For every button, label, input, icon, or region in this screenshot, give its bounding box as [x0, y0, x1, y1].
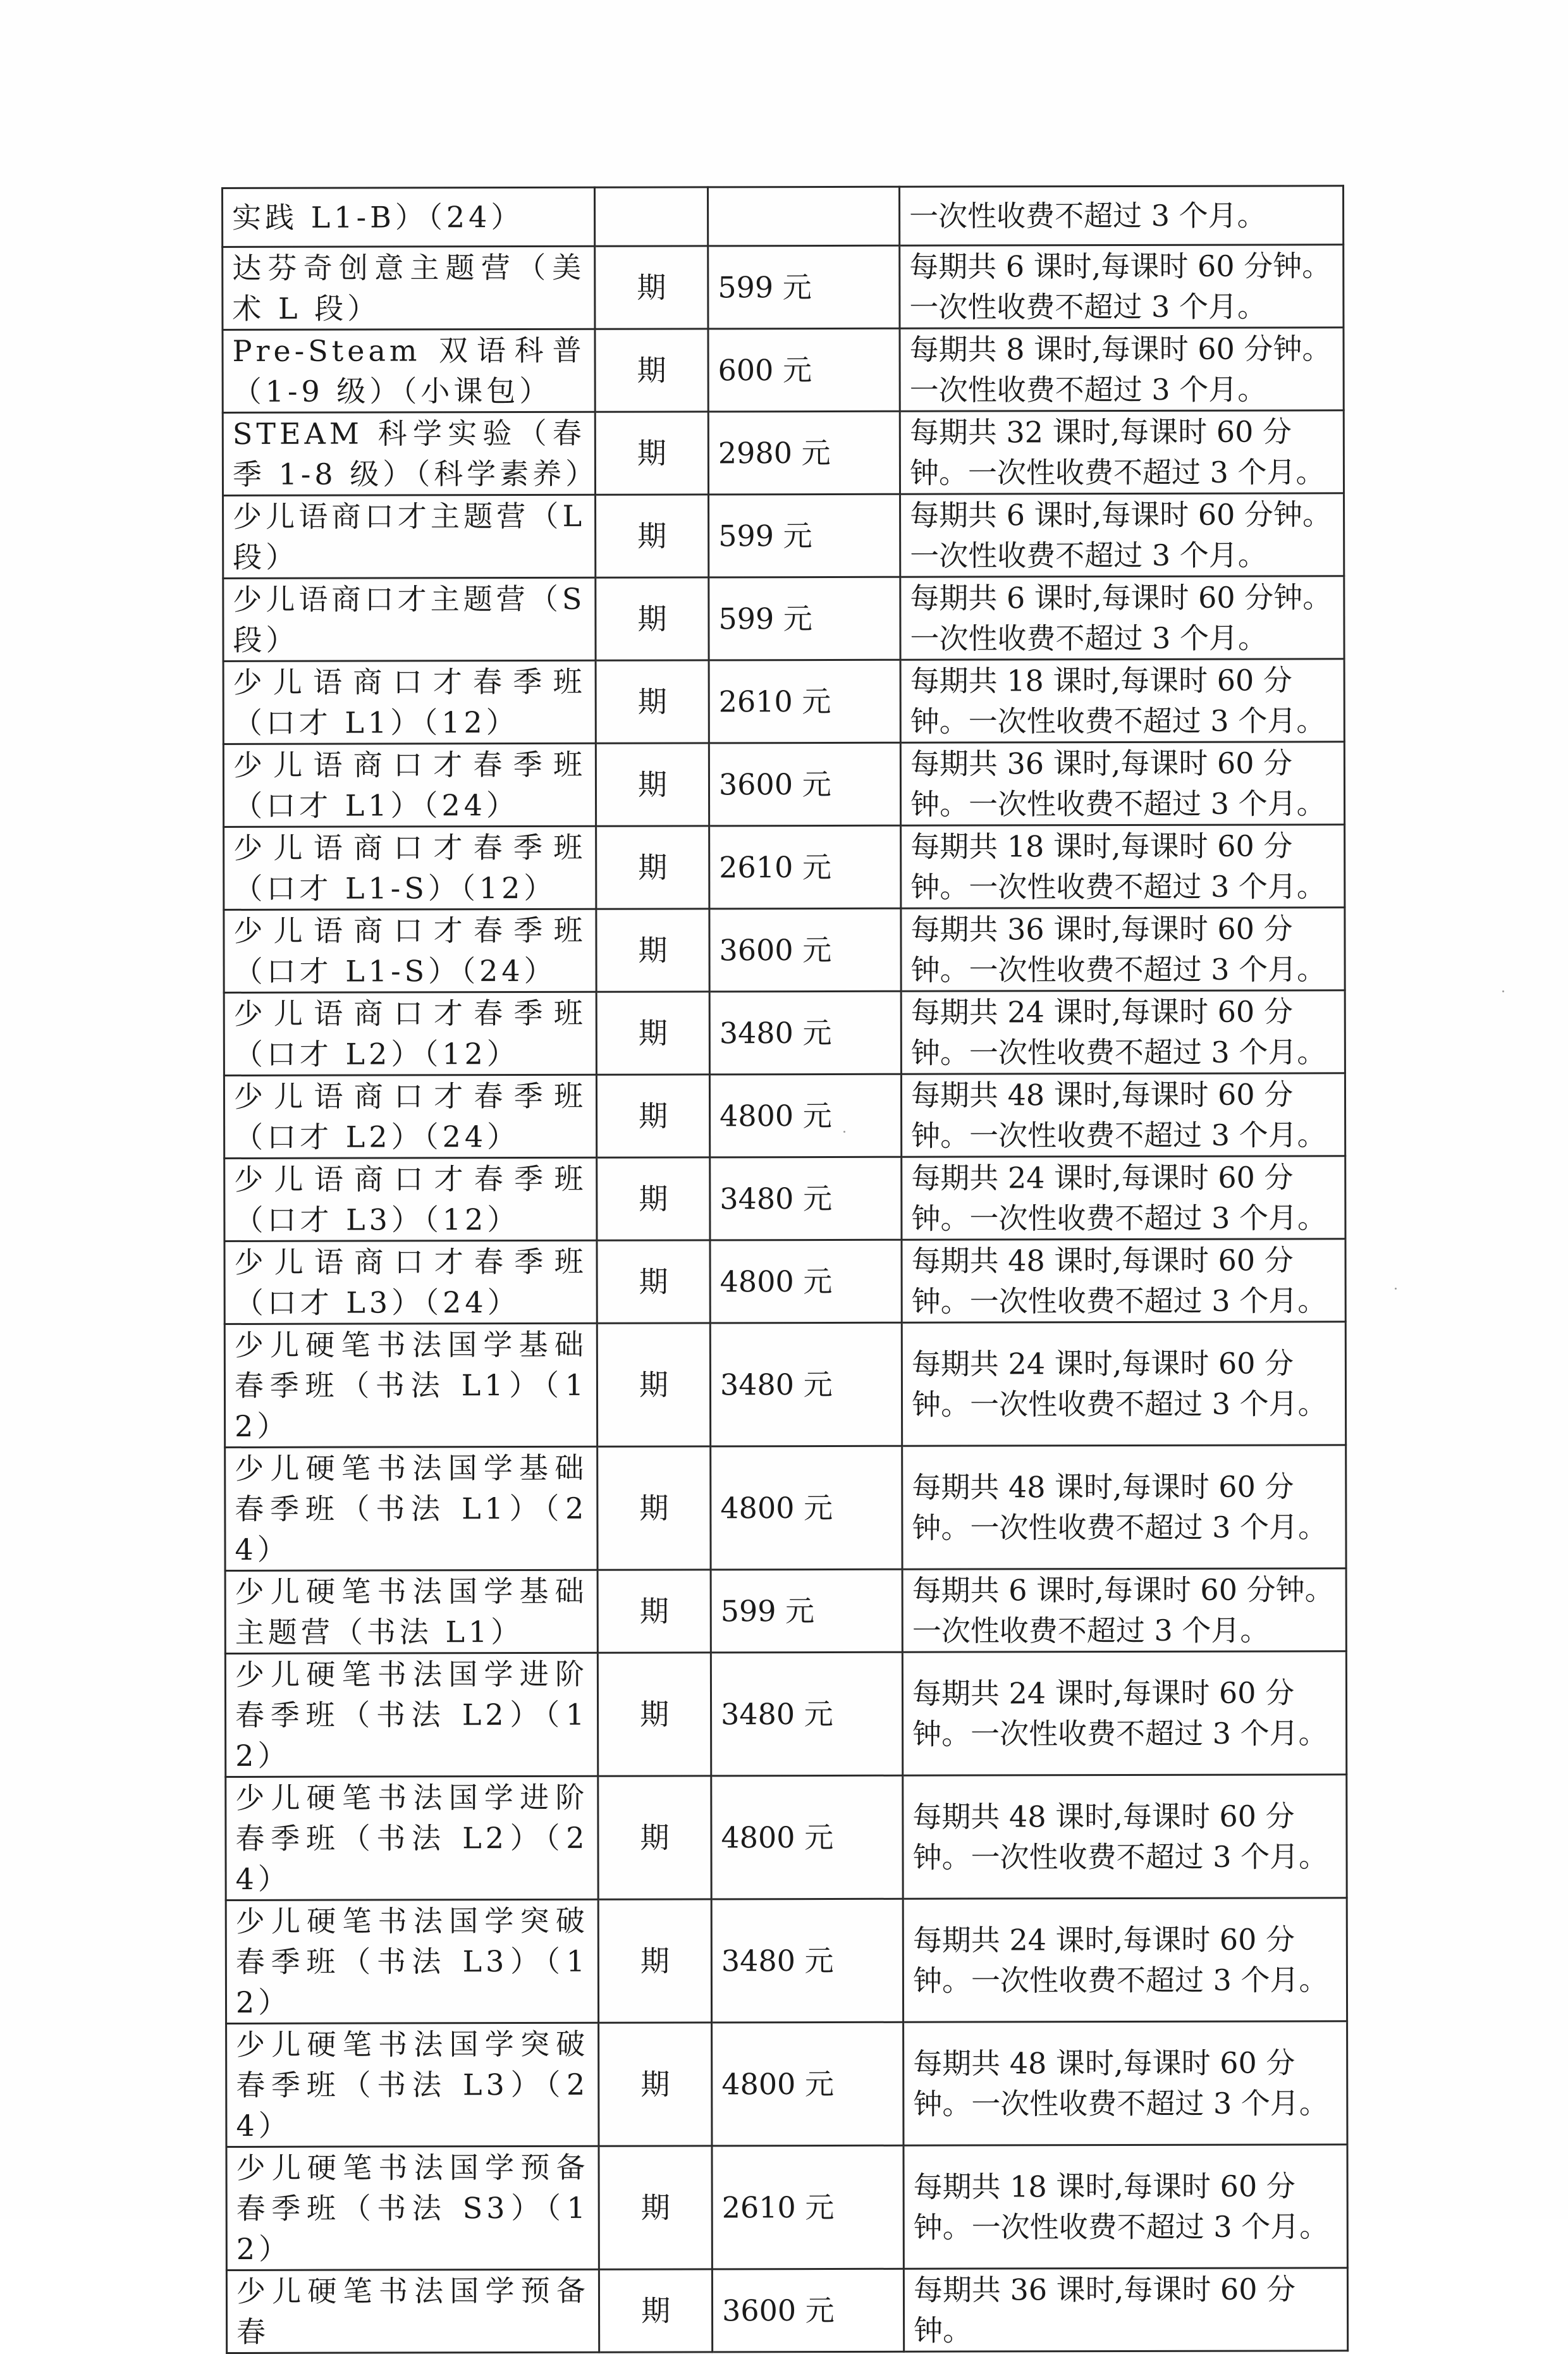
price-cell: 4800 元 — [712, 2022, 903, 2146]
course-name-cell: 少儿语商口才春季班（口才 L1）（24） — [223, 743, 596, 827]
unit-cell: 期 — [597, 1570, 711, 1653]
note-cell: 每期共 24 课时,每课时 60 分钟。一次性收费不超过 3 个月。 — [902, 1156, 1345, 1240]
fee-table-body — [223, 186, 1348, 2353]
unit-cell: 期 — [597, 1240, 710, 1323]
unit-cell: 期 — [596, 909, 709, 992]
unit-cell: 期 — [596, 992, 709, 1075]
table-row — [224, 1239, 1345, 1324]
table-row — [223, 245, 1344, 330]
note-cell: 一次性收费不超过 3 个月。 — [900, 186, 1344, 245]
unit-cell: 期 — [596, 495, 709, 577]
price-cell: 3600 元 — [709, 908, 901, 992]
note-cell: 每期共 36 课时,每课时 60 分钟。一次性收费不超过 3 个月。 — [901, 908, 1345, 991]
table-row — [224, 1073, 1345, 1159]
note-cell: 每期共 32 课时,每课时 60 分钟。一次性收费不超过 3 个月。 — [900, 410, 1344, 494]
note-cell: 每期共 6 课时,每课时 60 分钟。一次性收费不超过 3 个月。 — [900, 576, 1344, 660]
course-name-cell: 少儿语商口才春季班（口才 L3）（24） — [224, 1240, 597, 1324]
price-cell: 3480 元 — [711, 1899, 903, 2023]
price-cell: 3600 元 — [709, 743, 900, 826]
price-cell: 599 元 — [711, 1569, 902, 1653]
price-cell: 4800 元 — [711, 1446, 902, 1570]
table-row — [224, 908, 1345, 993]
course-name-cell: 少儿语商口才春季班（口才 L1-S）（24） — [224, 909, 596, 992]
table-row — [225, 1568, 1346, 1654]
unit-cell: 期 — [595, 412, 708, 495]
unit-cell: 期 — [597, 1653, 711, 1776]
unit-cell: 期 — [597, 1446, 711, 1570]
unit-cell: 期 — [597, 1323, 710, 1446]
table-row — [224, 825, 1345, 910]
unit-cell: 期 — [596, 1075, 709, 1157]
price-cell: 3480 元 — [709, 991, 901, 1075]
unit-cell: 期 — [596, 577, 709, 660]
course-name-cell: 少儿硬笔书法国学基础主题营（书法 L1） — [225, 1570, 597, 1653]
note-cell: 每期共 24 课时,每课时 60 分钟。一次性收费不超过 3 个月。 — [903, 1898, 1347, 2022]
scan-speck — [1395, 1288, 1397, 1290]
price-cell: 3600 元 — [712, 2269, 903, 2352]
scan-speck — [1502, 990, 1504, 992]
course-name-cell: STEAM 科学实验（春季 1-8 级）（科学素养） — [223, 412, 595, 495]
course-name-cell: 少儿语商口才春季班（口才 L1-S）（12） — [224, 826, 596, 909]
table-row — [226, 1898, 1347, 2024]
price-cell: 4800 元 — [710, 1240, 902, 1323]
note-cell: 每期共 48 课时,每课时 60 分钟。一次性收费不超过 3 个月。 — [902, 1239, 1345, 1322]
scan-speck — [843, 1131, 845, 1133]
table-row — [223, 493, 1344, 579]
price-cell — [708, 187, 900, 246]
price-cell: 3480 元 — [710, 1322, 902, 1446]
note-cell: 每期共 18 课时,每课时 60 分钟。一次性收费不超过 3 个月。 — [903, 2145, 1347, 2269]
course-name-cell: 少儿语商口才春季班（口才 L2）（12） — [224, 992, 596, 1075]
course-name-cell: 少儿语商口才主题营（S 段） — [223, 577, 596, 661]
note-cell: 每期共 6 课时,每课时 60 分钟。一次性收费不超过 3 个月。 — [900, 245, 1344, 328]
course-name-cell: 少儿硬笔书法国学进阶春季班（书法 L2）（24） — [226, 1776, 598, 1900]
price-cell: 2980 元 — [708, 411, 900, 495]
table-row — [224, 1156, 1345, 1242]
price-cell: 600 元 — [708, 328, 900, 412]
unit-cell: 期 — [599, 2023, 712, 2146]
note-cell: 每期共 48 课时,每课时 60 分钟。一次性收费不超过 3 个月。 — [901, 1073, 1345, 1157]
note-cell: 每期共 36 课时,每课时 60 分钟。 — [903, 2268, 1347, 2351]
price-cell: 599 元 — [708, 245, 900, 329]
unit-cell: 期 — [597, 1157, 710, 1240]
fee-table — [221, 185, 1349, 2354]
unit-cell: 期 — [596, 743, 709, 826]
price-cell: 3480 元 — [710, 1157, 902, 1240]
note-cell: 每期共 18 课时,每课时 60 分钟。一次性收费不超过 3 个月。 — [900, 659, 1344, 743]
course-name-cell: 少儿语商口才春季班（口才 L3）（12） — [224, 1157, 597, 1241]
note-cell: 每期共 48 课时,每课时 60 分钟。一次性收费不超过 3 个月。 — [902, 1445, 1346, 1569]
unit-cell: 期 — [596, 826, 709, 909]
unit-cell: 期 — [595, 246, 708, 329]
note-cell: 每期共 24 课时,每课时 60 分钟。一次性收费不超过 3 个月。 — [901, 990, 1345, 1074]
unit-cell — [595, 187, 708, 246]
price-cell: 2610 元 — [712, 2145, 903, 2269]
unit-cell: 期 — [598, 1899, 711, 2023]
course-name-cell: 实践 L1-B）（24） — [223, 187, 595, 247]
table-row — [223, 328, 1344, 413]
price-cell: 2610 元 — [709, 825, 901, 909]
table-row — [224, 1322, 1345, 1448]
note-cell: 每期共 18 课时,每课时 60 分钟。一次性收费不超过 3 个月。 — [901, 825, 1345, 908]
table-row — [226, 2268, 1347, 2353]
note-cell: 每期共 6 课时,每课时 60 分钟。一次性收费不超过 3 个月。 — [900, 493, 1344, 577]
note-cell: 每期共 24 课时,每课时 60 分钟。一次性收费不超过 3 个月。 — [902, 1651, 1346, 1775]
course-name-cell: 少儿硬笔书法国学进阶春季班（书法 L2）（12） — [225, 1653, 597, 1777]
price-cell: 599 元 — [709, 494, 900, 577]
table-row — [226, 2145, 1347, 2271]
price-cell: 4800 元 — [711, 1775, 903, 1899]
unit-cell: 期 — [599, 2146, 712, 2269]
unit-cell: 期 — [596, 660, 709, 743]
course-name-cell: 少儿语商口才春季班（口才 L1）（12） — [223, 660, 596, 744]
table-row — [223, 659, 1344, 744]
course-name-cell: 少儿语商口才主题营（L 段） — [223, 495, 596, 578]
note-cell: 每期共 8 课时,每课时 60 分钟。一次性收费不超过 3 个月。 — [900, 328, 1344, 411]
note-cell: 每期共 48 课时,每课时 60 分钟。一次性收费不超过 3 个月。 — [903, 2021, 1347, 2145]
note-cell: 每期共 24 课时,每课时 60 分钟。一次性收费不超过 3 个月。 — [902, 1322, 1345, 1446]
unit-cell: 期 — [595, 329, 708, 412]
table-row — [223, 742, 1344, 827]
note-cell: 每期共 6 课时,每课时 60 分钟。一次性收费不超过 3 个月。 — [902, 1568, 1346, 1652]
unit-cell: 期 — [598, 1776, 711, 1899]
table-row — [226, 2021, 1347, 2147]
table-row — [223, 576, 1344, 662]
course-name-cell: 少儿硬笔书法国学预备春 — [226, 2269, 599, 2353]
course-name-cell: Pre-Steam 双语科普（1-9 级）（小课包） — [223, 329, 595, 412]
course-name-cell: 达芬奇创意主题营（美术 L 段） — [223, 246, 595, 330]
note-cell: 每期共 36 课时,每课时 60 分钟。一次性收费不超过 3 个月。 — [900, 742, 1344, 825]
note-cell: 每期共 48 课时,每课时 60 分钟。一次性收费不超过 3 个月。 — [903, 1775, 1347, 1899]
price-cell: 599 元 — [709, 577, 900, 660]
table-row — [225, 1651, 1346, 1777]
price-cell: 3480 元 — [711, 1652, 902, 1776]
price-cell: 2610 元 — [709, 660, 900, 743]
unit-cell: 期 — [599, 2269, 712, 2352]
course-name-cell: 少儿语商口才春季班（口才 L2）（24） — [224, 1075, 596, 1158]
table-row — [223, 186, 1344, 247]
course-name-cell: 少儿硬笔书法国学突破春季班（书法 L3）（12） — [226, 1899, 598, 2023]
table-row — [226, 1775, 1347, 1901]
course-name-cell: 少儿硬笔书法国学基础春季班（书法 L1）（24） — [225, 1446, 597, 1570]
table-row — [225, 1445, 1346, 1571]
price-cell: 4800 元 — [709, 1074, 901, 1157]
table-row — [224, 990, 1345, 1076]
course-name-cell: 少儿硬笔书法国学预备春季班（书法 S3）（12） — [226, 2146, 599, 2270]
course-name-cell: 少儿硬笔书法国学突破春季班（书法 L3）（24） — [226, 2023, 599, 2147]
course-name-cell: 少儿硬笔书法国学基础春季班（书法 L1）（12） — [224, 1323, 597, 1447]
table-row — [223, 410, 1344, 496]
